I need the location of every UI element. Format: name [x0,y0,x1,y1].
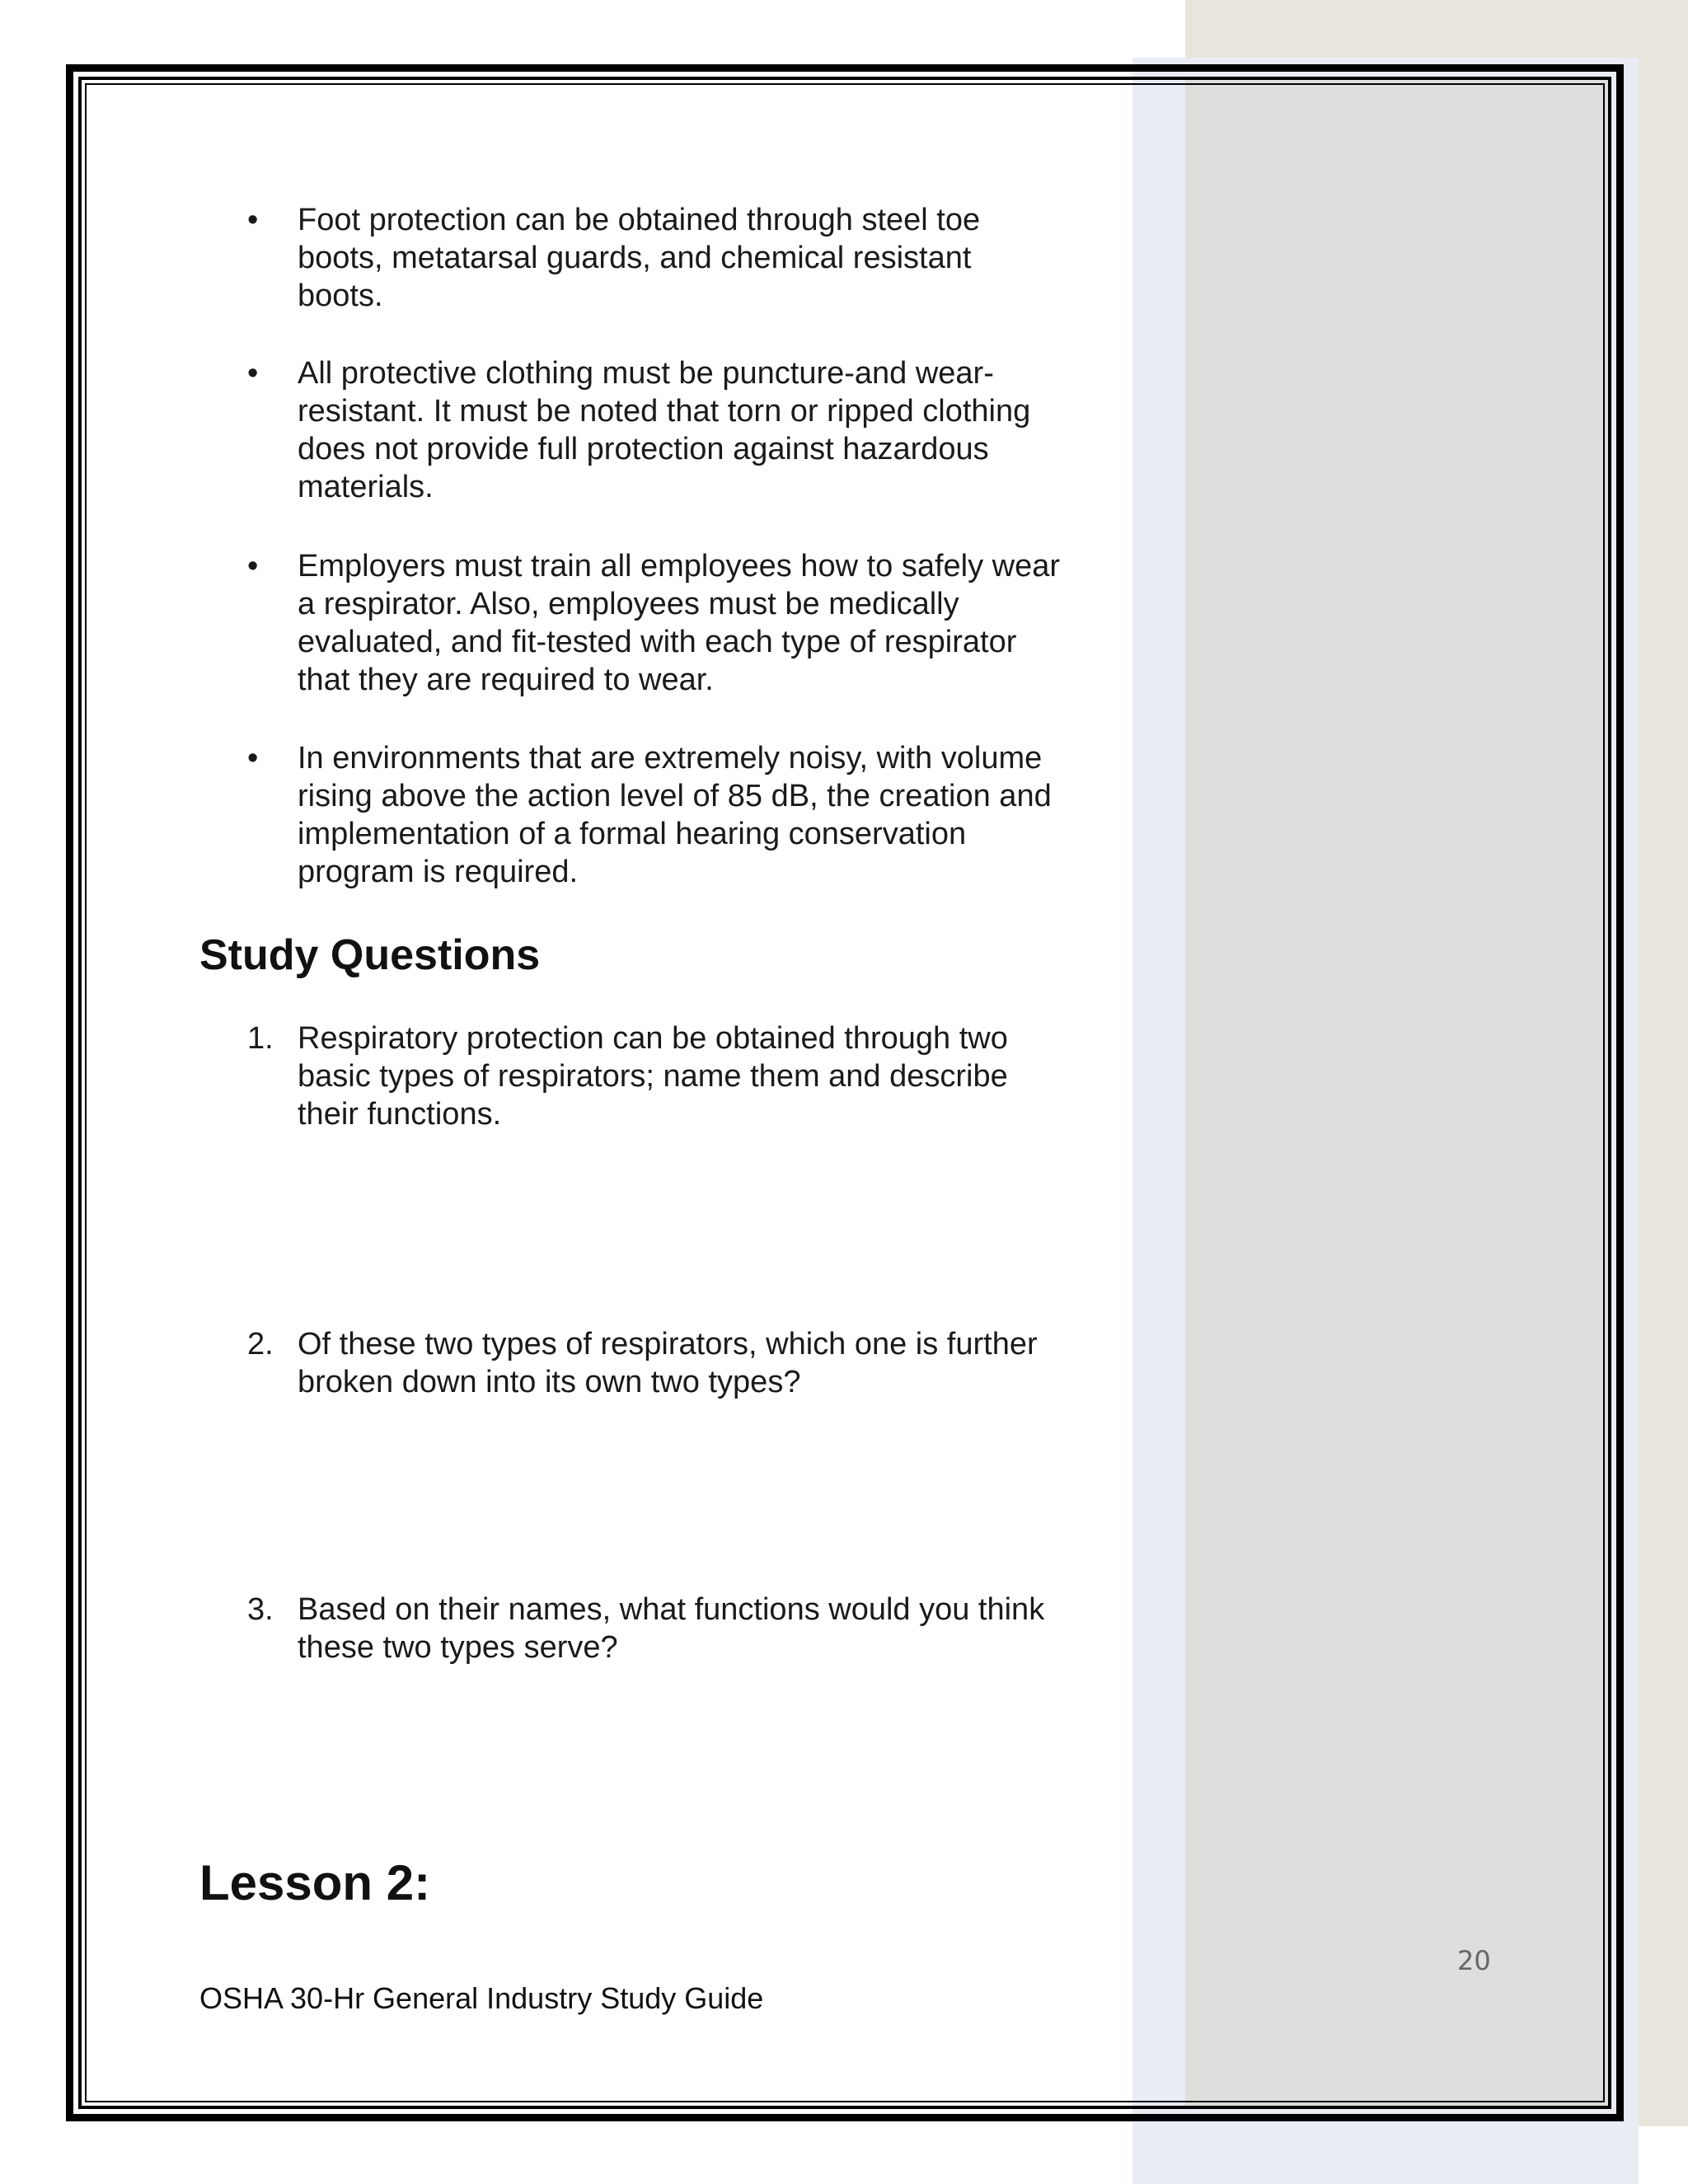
text-line: basic types of respirators; name them and describe [298,1059,1008,1094]
question-number: 1. [247,1021,274,1056]
bullet-text [298,201,1171,315]
text-line: program is required. [298,855,579,889]
text-line: evaluated, and fit-tested with each type of respirator [298,625,1017,659]
footer-title: OSHA 30-Hr General Industry Study Guide [199,1981,764,2015]
bullet-icon: • [247,549,259,583]
question-number: 2. [247,1327,274,1361]
text-line: Of these two types of respirators, which one is further [298,1327,1038,1361]
text-line: that they are required to wear. [298,663,714,697]
text-line: does not provide full protection against hazardous [298,432,989,466]
text-line: All protective clothing must be puncture-and wear- [298,356,994,391]
question-text [298,1019,1171,1133]
question-text [298,1325,1171,1401]
text-line: implementation of a formal hearing conservation [298,817,967,851]
text-line: boots, metatarsal guards, and chemical resistant [298,241,972,275]
text-line: these two types serve? [298,1630,618,1665]
text-line: Employers must train all employees how to safely wear [298,549,1061,583]
text-line: In environments that are extremely noisy, with volume [298,741,1043,776]
lesson-heading: Lesson 2: [199,1855,431,1910]
bullet-text [298,547,1171,699]
bullet-text [298,354,1171,506]
bullet-icon: • [247,356,259,391]
text-line: boots. [298,279,383,313]
text-line: Foot protection can be obtained through steel toe [298,203,981,237]
text-line: Respiratory protection can be obtained through two [298,1021,1008,1056]
text-line: Based on their names, what functions would you think [298,1592,1045,1627]
text-line: a respirator. Also, employees must be medically [298,587,959,621]
text-line: materials. [298,470,434,504]
text-line: their functions. [298,1097,502,1132]
bullet-icon: • [247,203,259,237]
study-questions-heading: Study Questions [199,931,541,979]
question-number: 3. [247,1592,274,1627]
text-line: broken down into its own two types? [298,1365,801,1399]
text-line: resistant. It must be noted that torn or ripped clothing [298,394,1031,429]
bullet-text [298,739,1171,891]
bullet-icon: • [247,741,259,776]
question-text [298,1591,1171,1666]
page-number: 20 [1457,1945,1491,1976]
text-line: rising above the action level of 85 dB, the creation and [298,779,1052,813]
